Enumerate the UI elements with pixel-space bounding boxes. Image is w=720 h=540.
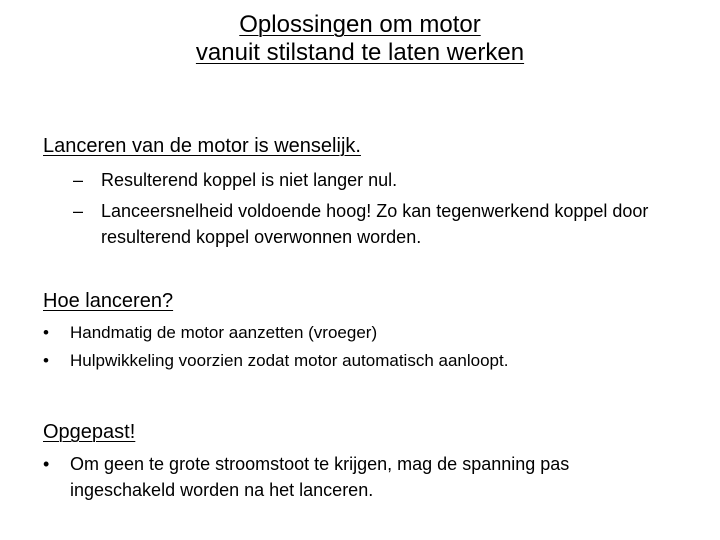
list-item-text: Om geen te grote stroomstoot te krijgen, mag de spanning pas ingeschakeld worden na het lanceren. [70,454,570,500]
slide-title-line-1: Oplossingen om motor [239,11,481,38]
dash-marker: – [73,201,84,221]
list-item-text: Resulterend koppel is niet langer nul. [101,170,398,190]
list-item [43,451,663,503]
bullet-marker: • [43,351,49,370]
list-item-text: Hulpwikkeling voorzien zodat motor automatisch aanloopt. [70,351,509,370]
list-item [43,320,663,346]
list-item [73,198,673,250]
bullet-marker: • [43,323,49,342]
list-item [43,348,663,374]
section-heading-lanceren: Lanceren van de motor is wenselijk. [43,135,361,157]
list-item [73,167,673,193]
dash-marker: – [73,170,84,190]
slide-title [0,11,720,67]
section-heading-opgepast: Opgepast! [43,421,136,443]
bullet-marker: • [43,454,50,474]
slide-title-line-2: vanuit stilstand te laten werken [195,39,525,66]
section-heading-hoe-lanceren: Hoe lanceren? [43,290,174,312]
list-item-text: Lanceersnelheid voldoende hoog! Zo kan tegenwerkend koppel door resulterend koppel overwonnen worden. [101,201,649,247]
list-item-text: Handmatig de motor aanzetten (vroeger) [70,323,378,342]
